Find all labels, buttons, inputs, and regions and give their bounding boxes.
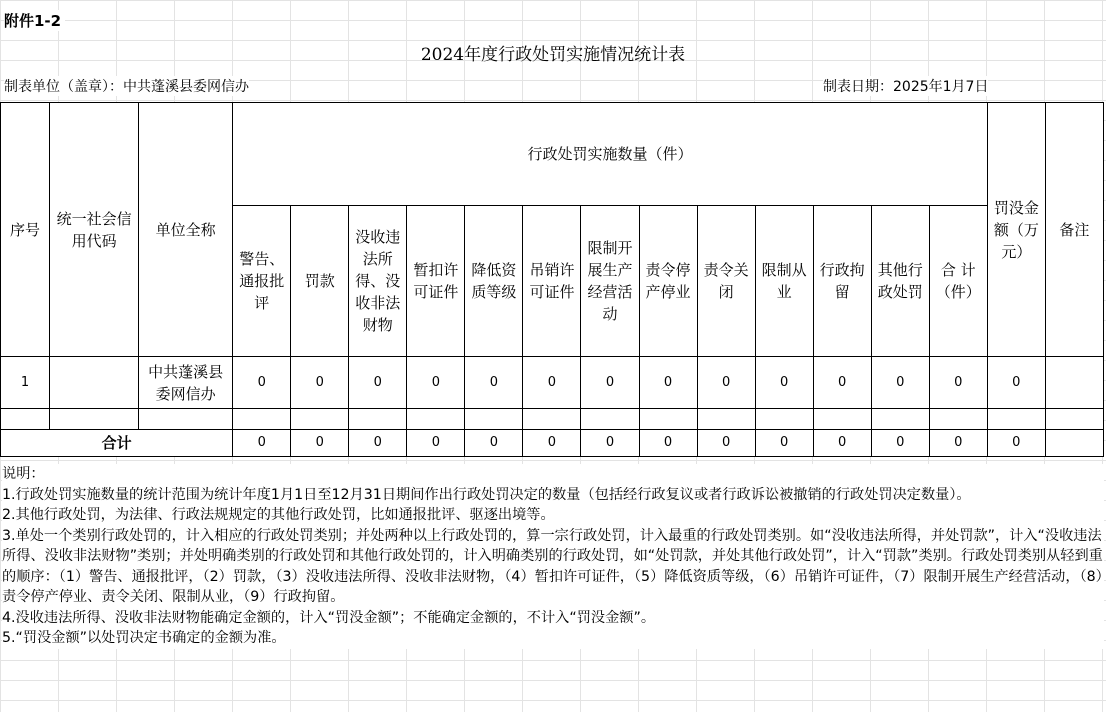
total-value: 0 bbox=[871, 430, 929, 457]
total-label: 合计 bbox=[1, 430, 233, 457]
page-title: 2024年度行政处罚实施情况统计表 bbox=[420, 45, 686, 65]
table-row bbox=[1, 357, 1104, 409]
compile-date: 制表日期：2025年1月7日 bbox=[823, 76, 988, 96]
header-type-downgrade: 降低资质等级 bbox=[465, 206, 523, 357]
header-row-1 bbox=[1, 103, 1104, 206]
header-type-restrict-practice: 限制从业 bbox=[755, 206, 813, 357]
total-value: 0 bbox=[813, 430, 871, 457]
annex-label: 附件1-2 bbox=[4, 10, 65, 31]
header-unit-name: 单位全称 bbox=[139, 103, 233, 357]
cell-value: 0 bbox=[639, 357, 697, 409]
cell-amount: 0 bbox=[987, 357, 1045, 409]
header-remark: 备注 bbox=[1045, 103, 1103, 357]
header-penalty-group: 行政处罚实施数量（件） bbox=[233, 103, 988, 206]
header-type-suspend-license: 暂扣许可证件 bbox=[407, 206, 465, 357]
total-value: 0 bbox=[755, 430, 813, 457]
header-credit-code: 统一社会信用代码 bbox=[50, 103, 139, 357]
header-type-revoke-license: 吊销许可证件 bbox=[523, 206, 581, 357]
statistics-table bbox=[0, 102, 1104, 457]
total-value: 0 bbox=[465, 430, 523, 457]
notes-section bbox=[2, 464, 1104, 649]
header-seq: 序号 bbox=[1, 103, 50, 357]
note-item-1: 1.行政处罚实施数量的统计范围为统计年度1月1日至12月31日期间作出行政处罚决定的数量（包括经行政复议或者行政诉讼被撤销的行政处罚决定数量）。 bbox=[2, 486, 971, 503]
cell-value: 0 bbox=[813, 357, 871, 409]
total-value: 0 bbox=[349, 430, 407, 457]
header-type-other: 其他行政处罚 bbox=[871, 206, 929, 357]
total-value: 0 bbox=[233, 430, 291, 457]
header-type-subtotal: 合 计（件） bbox=[929, 206, 987, 357]
cell-credit-code bbox=[50, 357, 139, 409]
note-item-3: 3.单处一个类别行政处罚的，计入相应的行政处罚类别；并处两种以上行政处罚的，算一宗行政处罚，计入最重的行政处罚类别。如“没收违法所得，并处罚款”，计入“没收违法所得、没收非法财物”类别；并处明确类别的行政处罚和其他行政处罚的，计入明确类别的行政处罚，如“处罚款，并处其他行政处罚”，计入“罚款”类别。行政处罚类别从轻到重的顺序：（1）警告、通报批评，（2）罚款，（3）没收违法所得、没收非法财物，（4）暂扣许可证件，（5）降低资质等级，（6）吊销许可证件，（7）限制开展生产经营活动，（8）责令停产停业、责令关闭、限制从业，（9）行政拘留。 bbox=[2, 527, 1103, 605]
header-type-confiscation: 没收违法所得、没收非法财物 bbox=[349, 206, 407, 357]
cell-seq: 1 bbox=[1, 357, 50, 409]
cell-unit-name: 中共蓬溪县委网信办 bbox=[139, 357, 233, 409]
total-value: 0 bbox=[291, 430, 349, 457]
cell-value: 0 bbox=[755, 357, 813, 409]
cell-value: 0 bbox=[929, 357, 987, 409]
note-item-2: 2.其他行政处罚，为法律、行政法规规定的其他行政处罚，比如通报批评、驱逐出境等。 bbox=[2, 507, 555, 523]
header-amount: 罚没金额（万元） bbox=[987, 103, 1045, 357]
cell-remark bbox=[1045, 357, 1103, 409]
total-value: 0 bbox=[929, 430, 987, 457]
total-value: 0 bbox=[581, 430, 639, 457]
note-item-5: 5.“罚没金额”以处罚决定书确定的金额为准。 bbox=[2, 630, 286, 646]
cell-value: 0 bbox=[871, 357, 929, 409]
note-item-4: 4.没收违法所得、没收非法财物能确定金额的，计入“罚没金额”；不能确定金额的，不计入“罚没金额”。 bbox=[2, 609, 656, 626]
cell-value: 0 bbox=[407, 357, 465, 409]
cell-value: 0 bbox=[349, 357, 407, 409]
table-row-empty bbox=[1, 409, 1104, 430]
total-value: 0 bbox=[639, 430, 697, 457]
cell-value: 0 bbox=[523, 357, 581, 409]
total-value: 0 bbox=[523, 430, 581, 457]
cell-value: 0 bbox=[291, 357, 349, 409]
cell-value: 0 bbox=[465, 357, 523, 409]
header-type-suspend-production: 责令停产停业 bbox=[639, 206, 697, 357]
cell-value: 0 bbox=[697, 357, 755, 409]
total-value: 0 bbox=[697, 430, 755, 457]
header-type-detention: 行政拘留 bbox=[813, 206, 871, 357]
compiling-unit: 制表单位（盖章）：中共蓬溪县委网信办 bbox=[4, 76, 249, 96]
notes-heading: 说明： bbox=[2, 466, 45, 482]
cell-value: 0 bbox=[233, 357, 291, 409]
header-type-restrict-operation: 限制开展生产经营活动 bbox=[581, 206, 639, 357]
header-type-warning: 警告、通报批评 bbox=[233, 206, 291, 357]
total-value: 0 bbox=[407, 430, 465, 457]
header-type-fine: 罚款 bbox=[291, 206, 349, 357]
total-amount: 0 bbox=[987, 430, 1045, 457]
total-row bbox=[1, 430, 1104, 457]
cell-value: 0 bbox=[581, 357, 639, 409]
total-remark bbox=[1045, 430, 1103, 457]
header-type-order-close: 责令关闭 bbox=[697, 206, 755, 357]
